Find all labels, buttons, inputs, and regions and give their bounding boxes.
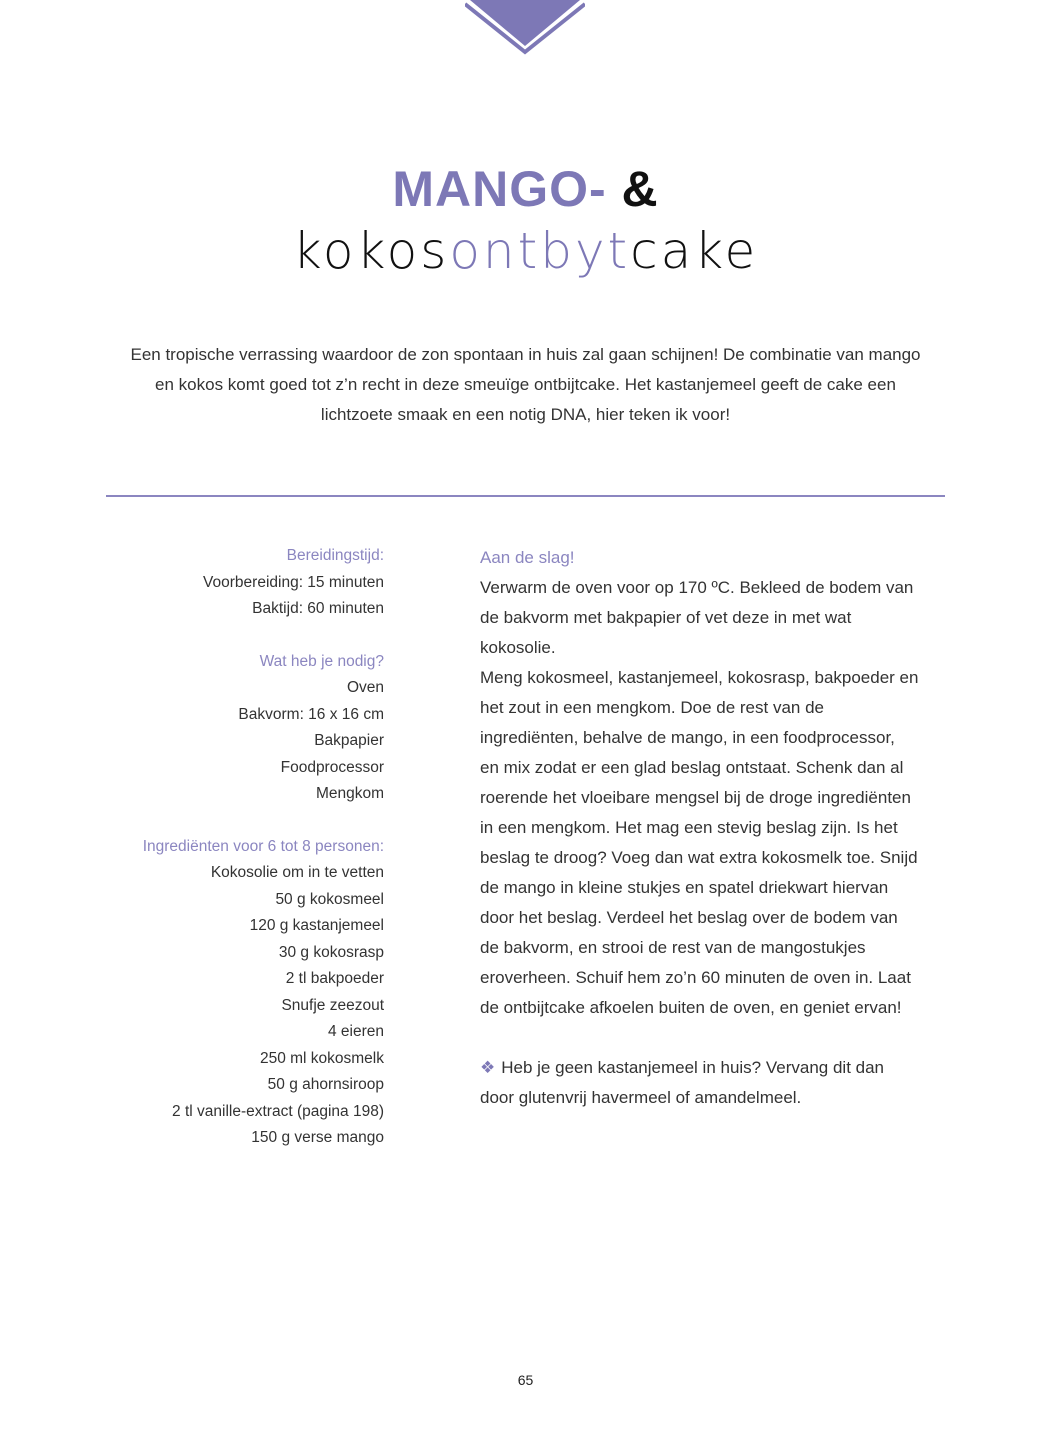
title-kokos: kokos <box>292 222 450 280</box>
title-mango: MANGO- <box>392 161 607 217</box>
method-line: de mango in kleine stukjes en spatel driekwart hiervan <box>480 878 889 897</box>
title-ampersand: & <box>606 161 659 217</box>
method-line: Meng kokosmeel, kastanjemeel, kokosrasp, bakpoeder en <box>480 668 919 687</box>
method-line: door het beslag. Verdeel het beslag over de bodem van <box>480 908 898 927</box>
tip-text: Heb je geen kastanjemeel in huis? Vervang dit dan <box>501 1058 885 1077</box>
tool-item: Mengkom <box>315 785 384 802</box>
top-chevron-decoration <box>465 0 585 56</box>
tip-line <box>480 1053 945 1083</box>
ingredient-item: 30 g kokosrasp <box>278 943 384 961</box>
prep-heading: Bereidingstijd: <box>286 547 384 564</box>
method-line: roerende het vloeibare mengsel bij de droge ingrediënten <box>480 788 911 807</box>
tool-item: Bakpapier <box>314 732 384 749</box>
title-line-1 <box>0 160 1051 218</box>
method-line: de bakvorm, en strooi de rest van de mangostukjes <box>480 938 866 957</box>
ingredient-item: 250 ml kokosmelk <box>259 1049 384 1067</box>
tool-item: Bakvorm: 16 x 16 cm <box>238 705 384 723</box>
method-line: ingrediënten, behalve de mango, in een foodprocessor, <box>480 728 895 747</box>
intro-line: lichtzoete smaak en een notig DNA, hier teken ik voor! <box>320 405 731 424</box>
intro-line: en kokos komt goed tot z’n recht in deze smeuïge ontbijtcake. Het kastanjemeel geeft de cake een <box>155 375 896 394</box>
ingredient-item: 50 g ahornsiroop <box>267 1076 384 1093</box>
ingredient-item: 120 g kastanjemeel <box>249 917 384 934</box>
method-line: in een mengkom. Het mag een stevig beslag zijn. Is het <box>480 818 898 837</box>
method-line: de bakvorm met bakpapier of vet deze in met wat <box>480 608 852 627</box>
page-number: 65 <box>517 1372 534 1388</box>
ingredient-item: 150 g verse mango <box>251 1129 384 1146</box>
method-heading: Aan de slag! <box>480 548 575 567</box>
title-line-2 <box>0 222 1051 280</box>
method-line: het zout in een mengkom. Doe de rest van de <box>480 698 824 717</box>
ingredients-heading: Ingrediënten voor 6 tot 8 personen: <box>142 837 384 855</box>
prep-item: Baktijd: 60 minuten <box>252 600 384 617</box>
section-divider <box>106 495 945 497</box>
prep-item: Voorbereiding: 15 minuten <box>203 573 384 591</box>
method-line: Verwarm de oven voor op 170 ºC. Bekleed de bodem van <box>480 578 914 597</box>
ingredient-item: 2 tl vanille-extract (pagina 198) <box>172 1102 384 1120</box>
intro-paragraph <box>100 340 951 430</box>
recipe-info-column <box>84 543 384 1152</box>
tool-item: Foodprocessor <box>280 758 384 776</box>
tool-item: Oven <box>346 679 384 696</box>
ingredient-item: Kokosolie om in te vetten <box>210 864 384 881</box>
method-line: beslag te droog? Voeg dan wat extra kokosmelk toe. Snijd <box>480 848 918 867</box>
title-cake: cake <box>630 222 759 280</box>
ingredient-item: 4 eieren <box>327 1023 384 1040</box>
ingredient-item: 2 tl bakpoeder <box>285 970 384 987</box>
method-line: en mix zodat er een glad beslag ontstaat. Schenk dan al <box>480 758 904 777</box>
tools-heading: Wat heb je nodig? <box>259 652 384 670</box>
tip-line: door glutenvrij havermeel of amandelmeel. <box>480 1088 802 1107</box>
title-ontbyt: ontbyt <box>449 222 631 280</box>
method-column <box>480 543 945 1113</box>
method-line: kokosolie. <box>480 638 556 657</box>
ingredient-item: Snufje zeezout <box>281 996 384 1014</box>
ingredient-item: 50 g kokosmeel <box>275 890 384 908</box>
intro-line: Een tropische verrassing waardoor de zon spontaan in huis zal gaan schijnen! De combinatie van mango <box>130 345 921 364</box>
method-line: eroverheen. Schuif hem zo’n 60 minuten de oven in. Laat <box>480 968 911 987</box>
diamond-cluster-icon: ❖ <box>480 1058 496 1077</box>
method-line: de ontbijtcake afkoelen buiten de oven, en geniet ervan! <box>480 998 902 1017</box>
tip-block <box>480 1053 945 1113</box>
